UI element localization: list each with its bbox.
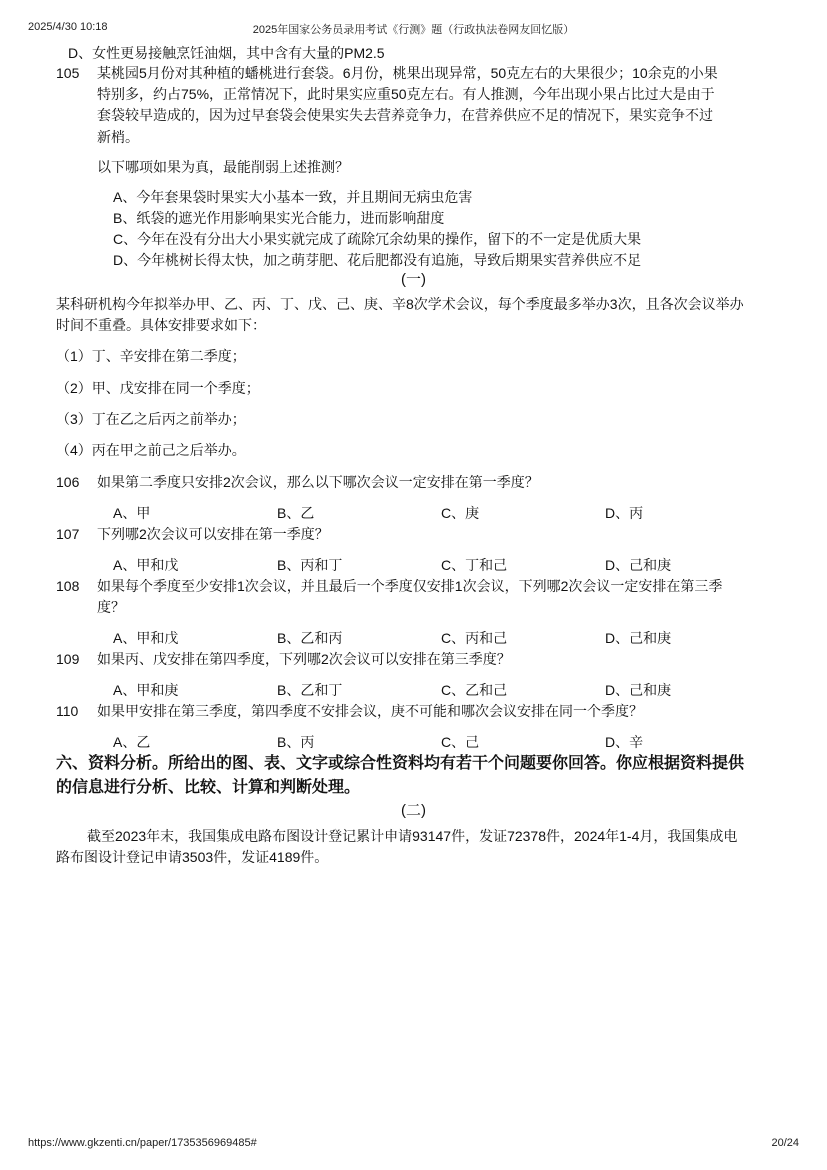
q108-option-c: C、丙和己 [441, 630, 508, 646]
q107-number: 107 [56, 526, 80, 542]
q108-text-2: 度？ [97, 599, 125, 615]
q108-option-d: D、己和庚 [605, 630, 672, 646]
q105-line-2: 特别多，约占75%，正常情况下，此时果实应重50克左右。有人推测，今年出现小果占比过大是由于 [97, 86, 715, 102]
rule-1: （1）丁、辛安排在第二季度； [56, 348, 246, 364]
q105-option-d: D、今年桃树长得太快，加之萌芽肥、花后肥都没有追施，导致后期果实营养供应不足 [113, 252, 642, 268]
q104-option-d: D、女性更易接触烹饪油烟，其中含有大量的PM2.5 [68, 45, 385, 61]
q105-option-a: A、今年套果袋时果实大小基本一致，并且期间无病虫危害 [113, 189, 473, 205]
print-datetime: 2025/4/30 10:18 [28, 21, 108, 33]
q107-option-c: C、丁和己 [441, 557, 508, 573]
section-six-heading-1: 六、资料分析。所给出的图、表、文字或综合性资料均有若干个问题要你回答。你应根据资料提供 [56, 755, 745, 772]
q105-line-3: 套袋较早造成的，因为过早套袋会使果实失去营养竞争力，在营养供应不足的情况下，果实竞争不过 [97, 107, 713, 123]
section-one-intro-1: 某科研机构今年拟举办甲、乙、丙、丁、戊、己、庚、辛8次学术会议，每个季度最多举办3次，且各次会议举办 [56, 296, 744, 312]
q106-option-b: B、乙 [277, 505, 315, 521]
section-two-line-2: 路布图设计登记申请3503件，发证4189件。 [56, 849, 329, 865]
q108-text-1: 如果每个季度至少安排1次会议，并且最后一个季度仅安排1次会议，下列哪2次会议一定安排在第三季 [97, 578, 723, 594]
q107-option-a: A、甲和戊 [113, 557, 179, 573]
q107-option-d: D、己和庚 [605, 557, 672, 573]
q110-text: 如果甲安排在第三季度，第四季度不安排会议，庚不可能和哪次会议安排在同一个季度？ [97, 703, 643, 719]
q108-option-b: B、乙和丙 [277, 630, 343, 646]
footer-url[interactable]: https://www.gkzenti.cn/paper/1735356969485# [28, 1137, 257, 1149]
q110-number: 110 [56, 703, 79, 719]
q109-option-c: C、乙和己 [441, 682, 508, 698]
document-title: 2025年国家公务员录用考试《行测》题（行政执法卷网友回忆版） [252, 24, 575, 36]
rule-4: （4）丙在甲之前己之后举办。 [56, 442, 246, 458]
rule-3: （3）丁在乙之后丙之前举办； [56, 411, 246, 427]
q110-option-c: C、己 [441, 734, 480, 750]
q105-number: 105 [56, 65, 80, 81]
q106-option-d: D、丙 [605, 505, 644, 521]
q106-option-c: C、庚 [441, 505, 480, 521]
q106-text: 如果第二季度只安排2次会议，那么以下哪次会议一定安排在第一季度？ [97, 474, 539, 490]
q110-option-d: D、辛 [605, 734, 644, 750]
section-two-line-1: 截至2023年末，我国集成电路布图设计登记累计申请93147件，发证72378件，2024年1-4月，我国集成电 [87, 828, 738, 844]
q109-number: 109 [56, 651, 80, 667]
q107-text: 下列哪2次会议可以安排在第一季度？ [97, 526, 329, 542]
section-six-heading-2: 的信息进行分析、比较、计算和判断处理。 [56, 779, 361, 796]
q107-option-b: B、丙和丁 [277, 557, 343, 573]
q109-text: 如果丙、戊安排在第四季度，下列哪2次会议可以安排在第三季度？ [97, 651, 511, 667]
section-one-heading: (一) [401, 271, 426, 288]
q110-option-b: B、丙 [277, 734, 315, 750]
rule-2: （2）甲、戊安排在同一个季度； [56, 380, 260, 396]
q106-number: 106 [56, 474, 80, 490]
q109-option-b: B、乙和丁 [277, 682, 343, 698]
q105-option-b: B、纸袋的遮光作用影响果实光合能力，进而影响甜度 [113, 210, 445, 226]
section-two-heading: (二) [401, 802, 426, 819]
q106-option-a: A、甲 [113, 505, 151, 521]
q109-option-a: A、甲和庚 [113, 682, 179, 698]
q109-option-d: D、己和庚 [605, 682, 672, 698]
page-number: 20/24 [771, 1137, 799, 1149]
q105-question: 以下哪项如果为真，最能削弱上述推测？ [97, 159, 349, 175]
q110-option-a: A、乙 [113, 734, 151, 750]
q105-line-4: 新梢。 [97, 129, 139, 145]
q108-option-a: A、甲和戊 [113, 630, 179, 646]
q108-number: 108 [56, 578, 80, 594]
section-one-intro-2: 时间不重叠。具体安排要求如下： [56, 317, 266, 333]
q105-line-1: 某桃园5月份对其种植的蟠桃进行套袋。6月份，桃果出现异常，50克左右的大果很少；10余克的小果 [97, 65, 718, 81]
q105-option-c: C、今年在没有分出大小果实就完成了疏除冗余幼果的操作，留下的不一定是优质大果 [113, 231, 642, 247]
